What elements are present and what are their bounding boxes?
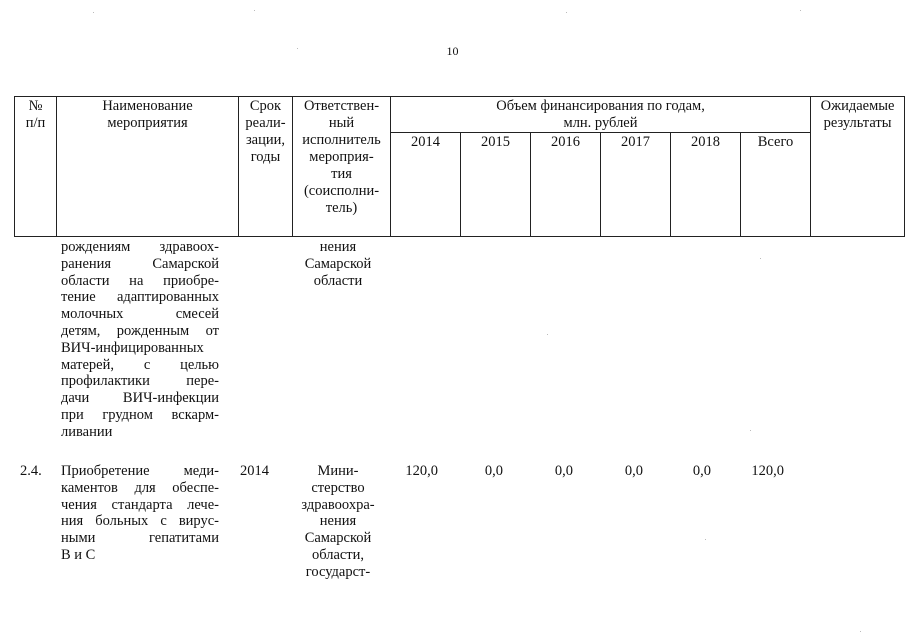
- item-number: 2.4.: [20, 463, 42, 479]
- text-line: чения стандарта лече-: [61, 496, 219, 513]
- text-line: области: [313, 272, 363, 289]
- text-line: области,: [311, 546, 365, 563]
- text-line: молочных смесей: [61, 306, 219, 323]
- value-total: 120,0: [751, 463, 784, 479]
- header-measure-name: Наименование мероприятия: [57, 97, 239, 237]
- item-term: 2014: [240, 463, 269, 479]
- text-line: Самарской: [304, 530, 372, 547]
- item-responsible: [290, 463, 386, 581]
- header-total: Всего: [741, 133, 811, 237]
- text-line: государст-: [305, 563, 371, 580]
- text-line: при грудном вскарм-: [61, 406, 219, 423]
- header-responsible: Ответствен- ный исполнитель мероприя- тия (соисполни- тель): [293, 97, 391, 237]
- scan-speck: [800, 10, 801, 11]
- text-line: Самарской: [304, 255, 372, 272]
- value-2017: 0,0: [624, 463, 643, 479]
- continuation-measure-name: [61, 239, 219, 441]
- text-line: области на приобре-: [61, 272, 219, 289]
- page-number: 10: [446, 44, 459, 58]
- header-funding: Объем финансирования по годам, млн. рублей: [391, 97, 811, 133]
- text-line: ния больных с вирус-: [61, 513, 219, 530]
- header-year-2015: 2015: [461, 133, 531, 237]
- header-number: № п/п: [15, 97, 57, 237]
- text-line: Мини-: [317, 463, 359, 479]
- scan-speck: [547, 334, 548, 335]
- header-year-2014: 2014: [391, 133, 461, 237]
- header-year-2018: 2018: [671, 133, 741, 237]
- text-line: ливании: [61, 423, 113, 440]
- text-line: Приобретение меди-: [61, 463, 219, 479]
- text-line: ранения Самарской: [61, 255, 219, 272]
- text-line: дачи ВИЧ-инфекции: [61, 390, 219, 407]
- scan-speck: [297, 48, 298, 49]
- scan-speck: [705, 539, 706, 540]
- text-line: детям, рожденным от: [61, 322, 219, 339]
- text-line: тение адаптированных: [61, 289, 219, 306]
- text-line: В и С: [61, 546, 96, 563]
- value-2018: 0,0: [692, 463, 711, 479]
- text-line: каментов для обеспе-: [61, 479, 219, 496]
- header-year-2017: 2017: [601, 133, 671, 237]
- text-line: ВИЧ-инфицированных: [61, 339, 204, 356]
- header-year-2016: 2016: [531, 133, 601, 237]
- continuation-responsible: [290, 239, 386, 289]
- text-line: ными гепатитами: [61, 530, 219, 547]
- header-term: Срок реали- зации, годы: [239, 97, 293, 237]
- scan-speck: [93, 12, 94, 13]
- item-measure-name: [61, 463, 219, 564]
- value-2015: 0,0: [484, 463, 503, 479]
- header-expected-results: Ожидаемые результаты: [811, 97, 905, 237]
- text-line: нения: [319, 239, 357, 255]
- text-line: стерство: [311, 479, 365, 496]
- scan-speck: [860, 631, 861, 632]
- program-table-header: [14, 96, 905, 237]
- scan-speck: [760, 258, 761, 259]
- text-line: здравоохра-: [301, 496, 375, 513]
- text-line: профилактики пере-: [61, 373, 219, 390]
- scan-speck: [566, 12, 567, 13]
- text-line: нения: [319, 513, 357, 530]
- scan-speck: [750, 430, 751, 431]
- value-2016: 0,0: [554, 463, 573, 479]
- value-2014: 120,0: [405, 463, 438, 479]
- text-line: рождениям здравоох-: [61, 239, 219, 255]
- text-line: матерей, с целью: [61, 356, 219, 373]
- scan-speck: [254, 10, 255, 11]
